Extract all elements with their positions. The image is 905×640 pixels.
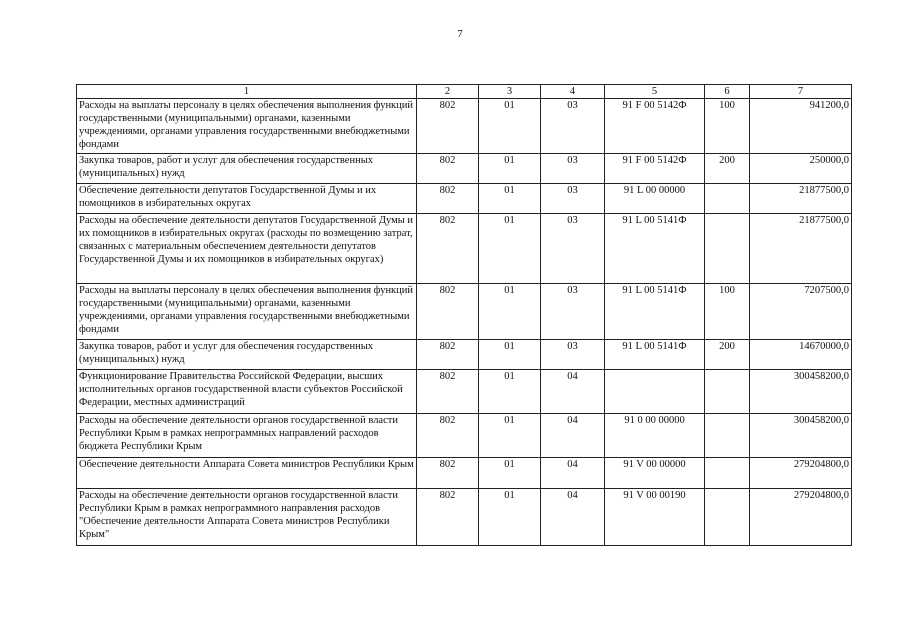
target-article-cell xyxy=(605,370,705,414)
header-cell-7: 7 xyxy=(750,85,852,99)
amount-cell: 941200,0 xyxy=(750,99,852,154)
ministry-code-cell: 802 xyxy=(417,489,479,546)
subsection-code-cell: 04 xyxy=(541,458,605,489)
row-name-cell: Расходы на выплаты персоналу в целях обеспечения выполнения функций государственными (муниципальными) органами, казенными учреждениями, органами управления государственными внебюджетными фондами xyxy=(77,99,417,154)
subsection-code-cell: 04 xyxy=(541,489,605,546)
amount-cell: 7207500,0 xyxy=(750,284,852,340)
section-code-cell: 01 xyxy=(479,458,541,489)
budget-table xyxy=(76,84,852,546)
target-article-cell: 91 L 00 5141Ф xyxy=(605,214,705,284)
target-article-cell: 91 V 00 00190 xyxy=(605,489,705,546)
row-name-cell: Расходы на обеспечение деятельности депутатов Государственной Думы и их помощников в избирательных округах (расходы по возмещению затрат, связанных с материальным обеспечением деятельности депутатов Государственной Думы и их помощников в избирательных округах) xyxy=(77,214,417,284)
target-article-cell: 91 F 00 5142Ф xyxy=(605,99,705,154)
table-row xyxy=(77,370,852,414)
ministry-code-cell: 802 xyxy=(417,284,479,340)
section-code-cell: 01 xyxy=(479,340,541,370)
row-name-cell: Расходы на обеспечение деятельности органов государственной власти Республики Крым в рамках непрограммного направления расходов "Обеспечение деятельности Аппарата Совета министров Республики Крым" xyxy=(77,489,417,546)
target-article-cell: 91 0 00 00000 xyxy=(605,414,705,458)
target-article-cell: 91 F 00 5142Ф xyxy=(605,154,705,184)
subsection-code-cell: 03 xyxy=(541,154,605,184)
amount-cell: 21877500,0 xyxy=(750,184,852,214)
amount-cell: 14670000,0 xyxy=(750,340,852,370)
table-row xyxy=(77,489,852,546)
header-cell-3: 3 xyxy=(479,85,541,99)
subsection-code-cell: 03 xyxy=(541,284,605,340)
target-article-cell: 91 L 00 5141Ф xyxy=(605,284,705,340)
target-article-cell: 91 L 00 5141Ф xyxy=(605,340,705,370)
header-row xyxy=(77,85,852,99)
header-cell-6: 6 xyxy=(705,85,750,99)
expense-type-cell: 100 xyxy=(705,284,750,340)
amount-cell: 21877500,0 xyxy=(750,214,852,284)
table-row xyxy=(77,184,852,214)
header-cell-4: 4 xyxy=(541,85,605,99)
header-cell-1: 1 xyxy=(77,85,417,99)
section-code-cell: 01 xyxy=(479,214,541,284)
section-code-cell: 01 xyxy=(479,99,541,154)
subsection-code-cell: 04 xyxy=(541,370,605,414)
table-row xyxy=(77,340,852,370)
amount-cell: 250000,0 xyxy=(750,154,852,184)
subsection-code-cell: 03 xyxy=(541,340,605,370)
target-article-cell: 91 V 00 00000 xyxy=(605,458,705,489)
section-code-cell: 01 xyxy=(479,414,541,458)
expense-type-cell xyxy=(705,370,750,414)
row-name-cell: Обеспечение деятельности депутатов Государственной Думы и их помощников в избирательных округах xyxy=(77,184,417,214)
section-code-cell: 01 xyxy=(479,370,541,414)
ministry-code-cell: 802 xyxy=(417,370,479,414)
target-article-cell: 91 L 00 00000 xyxy=(605,184,705,214)
expense-type-cell xyxy=(705,489,750,546)
section-code-cell: 01 xyxy=(479,284,541,340)
subsection-code-cell: 03 xyxy=(541,214,605,284)
ministry-code-cell: 802 xyxy=(417,184,479,214)
expense-type-cell xyxy=(705,214,750,284)
row-name-cell: Закупка товаров, работ и услуг для обеспечения государственных (муниципальных) нужд xyxy=(77,340,417,370)
subsection-code-cell: 03 xyxy=(541,99,605,154)
amount-cell: 279204800,0 xyxy=(750,458,852,489)
expense-type-cell: 200 xyxy=(705,340,750,370)
expense-type-cell xyxy=(705,414,750,458)
expense-type-cell xyxy=(705,184,750,214)
table-row xyxy=(77,458,852,489)
ministry-code-cell: 802 xyxy=(417,414,479,458)
page-number: 7 xyxy=(457,28,463,40)
table-row xyxy=(77,284,852,340)
table-row xyxy=(77,154,852,184)
header-cell-2: 2 xyxy=(417,85,479,99)
expense-type-cell: 200 xyxy=(705,154,750,184)
header-cell-5: 5 xyxy=(605,85,705,99)
subsection-code-cell: 03 xyxy=(541,184,605,214)
ministry-code-cell: 802 xyxy=(417,154,479,184)
ministry-code-cell: 802 xyxy=(417,458,479,489)
row-name-cell: Расходы на выплаты персоналу в целях обеспечения выполнения функций государственными (муниципальными) органами, казенными учреждениями, органами управления государственными внебюджетными фондами xyxy=(77,284,417,340)
table-row xyxy=(77,214,852,284)
expense-type-cell xyxy=(705,458,750,489)
ministry-code-cell: 802 xyxy=(417,214,479,284)
amount-cell: 300458200,0 xyxy=(750,370,852,414)
subsection-code-cell: 04 xyxy=(541,414,605,458)
row-name-cell: Закупка товаров, работ и услуг для обеспечения государственных (муниципальных) нужд xyxy=(77,154,417,184)
amount-cell: 279204800,0 xyxy=(750,489,852,546)
ministry-code-cell: 802 xyxy=(417,340,479,370)
row-name-cell: Расходы на обеспечение деятельности органов государственной власти Республики Крым в рамках непрограммных направлений расходов бюджета Республики Крым xyxy=(77,414,417,458)
expense-type-cell: 100 xyxy=(705,99,750,154)
section-code-cell: 01 xyxy=(479,489,541,546)
table-row xyxy=(77,99,852,154)
section-code-cell: 01 xyxy=(479,184,541,214)
row-name-cell: Функционирование Правительства Российской Федерации, высших исполнительных органов государственной власти субъектов Российской Федерации, местных администраций xyxy=(77,370,417,414)
row-name-cell: Обеспечение деятельности Аппарата Совета министров Республики Крым xyxy=(77,458,417,489)
amount-cell: 300458200,0 xyxy=(750,414,852,458)
section-code-cell: 01 xyxy=(479,154,541,184)
table-row xyxy=(77,414,852,458)
ministry-code-cell: 802 xyxy=(417,99,479,154)
